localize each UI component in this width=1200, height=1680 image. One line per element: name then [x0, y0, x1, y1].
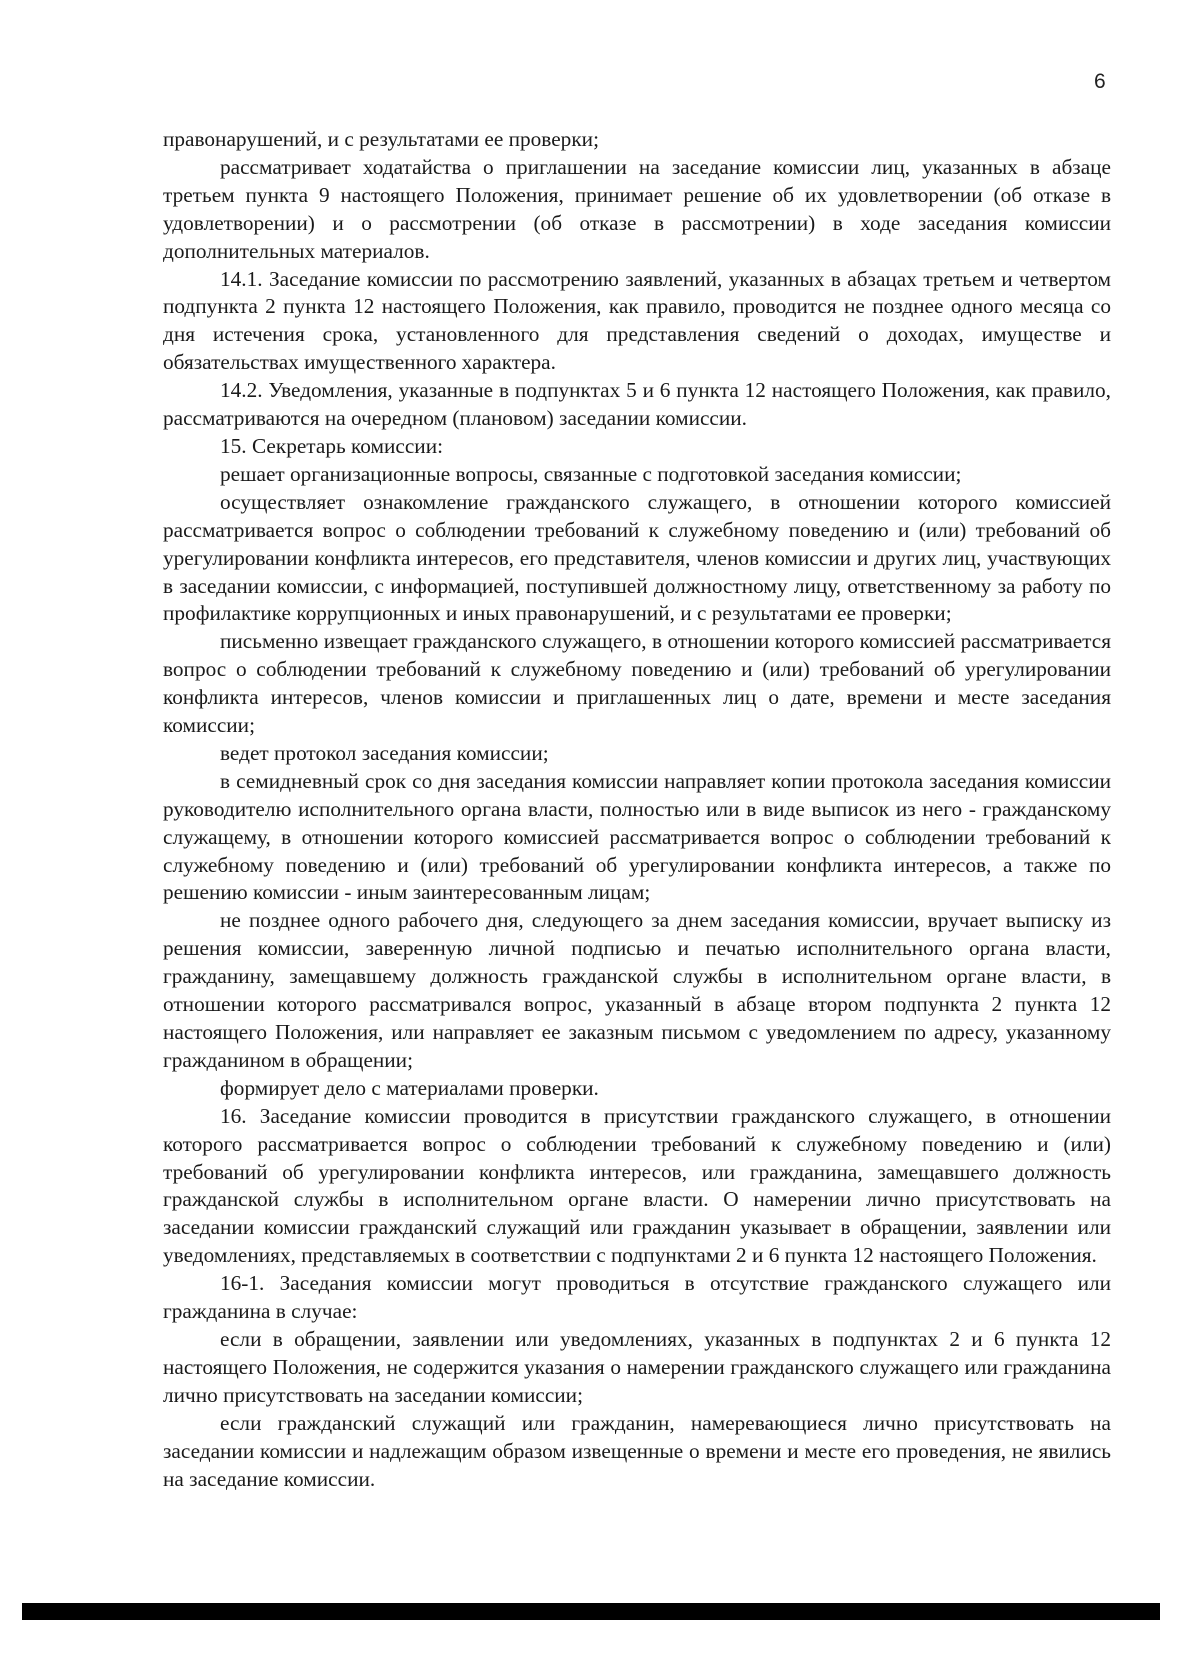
paragraph: 14.2. Уведомления, указанные в подпунктах 5 и 6 пункта 12 настоящего Положения, как правило, рассматриваются на очередном (плановом) заседании комиссии.: [163, 378, 1111, 431]
page-number: 6: [1094, 70, 1106, 93]
paragraph: если в обращении, заявлении или уведомлениях, указанных в подпунктах 2 и 6 пункта 12 настоящего Положения, не содержится указания о намерении гражданского служащего или гражданина лично присутствовать на заседании комиссии;: [163, 1326, 1111, 1407]
paragraph: 14.1. Заседание комиссии по рассмотрению заявлений, указанных в абзацах третьем и четвертом подпункта 2 пункта 12 настоящего Положения, как правило, проводится не позднее одного месяца со дня истечения срока, установленного для представления сведений о доходах, имуществе и обязательствах имущественного характера.: [163, 266, 1111, 375]
paragraph: письменно извещает гражданского служащего, в отношении которого комиссией рассматривается вопрос о соблюдении требований к служебному поведению и (или) требований об урегулировании конфликта интересов, членов комиссии и приглашенных лиц о дате, времени и месте заседания комиссии;: [163, 629, 1111, 738]
paragraph: правонарушений, и с результатами ее проверки;: [163, 127, 599, 151]
paragraph: 16. Заседание комиссии проводится в присутствии гражданского служащего, в отношении которого рассматривается вопрос о соблюдении требований к служебному поведению и (или) требований об урегулировании конфликта интересов, или гражданина, замещавшего должность гражданской службы в исполнительном органе власти. О намерении лично присутствовать на заседании комиссии гражданский служащий или гражданин указывает в обращении, заявлении или уведомлениях, представляемых в соответствии с подпунктами 2 и 6 пункта 12 настоящего Положения.: [163, 1103, 1111, 1268]
paragraph: решает организационные вопросы, связанные с подготовкой заседания комиссии;: [220, 461, 962, 486]
scan-edge-bar: [22, 1603, 1160, 1620]
paragraph: осуществляет ознакомление гражданского служащего, в отношении которого комиссией рассматривается вопрос о соблюдении требований к служебному поведению и (или) требований об урегулировании конфликта интересов, его представителя, членов комиссии и других лиц, участвующих в заседании комиссии, с информацией, поступившей должностному лицу, ответственному за работу по профилактике коррупционных и иных правонарушений, и с результатами ее проверки;: [163, 489, 1111, 626]
paragraph: рассматривает ходатайства о приглашении на заседание комиссии лиц, указанных в абзаце третьем пункта 9 настоящего Положения, принимает решение об их удовлетворении (об отказе в удовлетворении) и о рассмотрении (об отказе в рассмотрении) в ходе заседания комиссии дополнительных материалов.: [163, 154, 1111, 263]
paragraph: в семидневный срок со дня заседания комиссии направляет копии протокола заседания комиссии руководителю исполнительного органа власти, полностью или в виде выписок из него - гражданскому служащему, в отношении которого комиссией рассматривается вопрос о соблюдении требований к служебному поведению и (или) требований об урегулировании конфликта интересов, а также по решению комиссии - иным заинтересованным лицам;: [163, 768, 1111, 905]
paragraph: не позднее одного рабочего дня, следующего за днем заседания комиссии, вручает выписку из решения комиссии, заверенную личной подписью и печатью исполнительного органа власти, гражданину, замещавшему должность гражданской службы в исполнительном органе власти, в отношении которого рассматривался вопрос, указанный в абзаце втором подпункта 2 пункта 12 настоящего Положения, или направляет ее заказным письмом с уведомлением по адресу, указанному гражданином в обращении;: [163, 908, 1111, 1072]
paragraph: формирует дело с материалами проверки.: [220, 1075, 599, 1100]
document-body: [163, 126, 1111, 1493]
paragraph: 15. Секретарь комиссии:: [220, 433, 444, 458]
paragraph: ведет протокол заседания комиссии;: [220, 740, 549, 765]
paragraph: если гражданский служащий или гражданин, намеревающиеся лично присутствовать на заседании комиссии и надлежащим образом извещенные о времени и месте его проведения, не явились на заседание комиссии.: [163, 1410, 1111, 1491]
paragraph: 16-1. Заседания комиссии могут проводиться в отсутствие гражданского служащего или гражданина в случае:: [163, 1271, 1111, 1324]
